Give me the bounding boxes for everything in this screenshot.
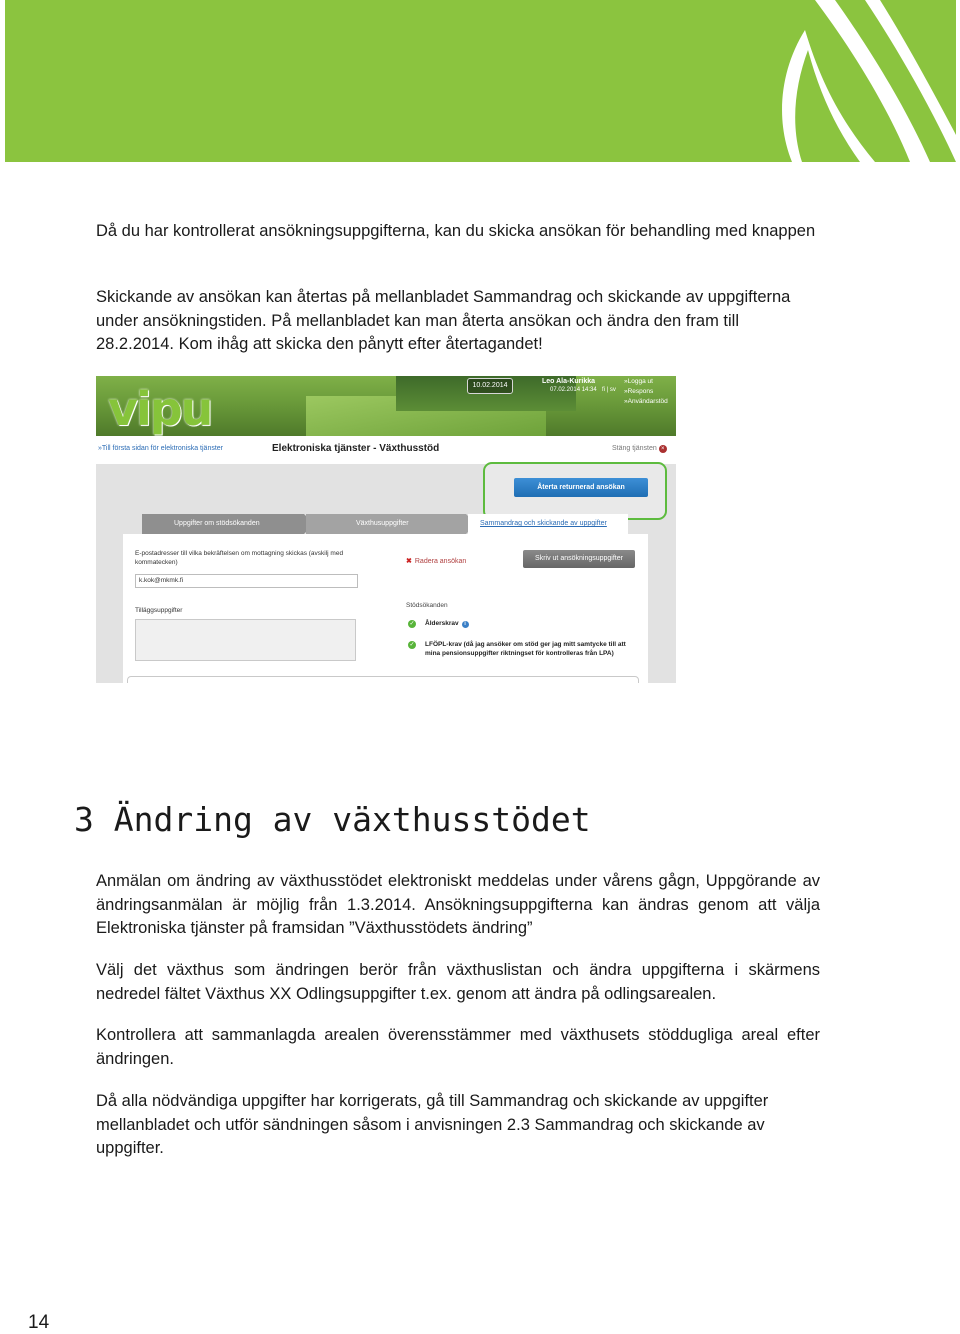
service-title: Elektroniska tjänster - Växthusstöd bbox=[272, 443, 440, 454]
requirement-pension: LFÖPL-krav (då jag ansöker om stöd ger jag mitt samtycke till att mina pensionsuppgifter riktningset för kontrolleras från LPA) bbox=[425, 641, 626, 657]
info-icon[interactable]: i bbox=[462, 621, 469, 628]
back-to-services-link[interactable]: »Till första sidan för elektroniska tjänster bbox=[98, 445, 224, 452]
tab-applicant-info[interactable]: Uppgifter om stödsökanden bbox=[142, 514, 304, 534]
print-application-button[interactable]: Skriv ut ansökningsuppgifter bbox=[523, 550, 635, 568]
service-header bbox=[96, 376, 676, 436]
section-paragraph-3: Kontrollera att sammanlagda arealen överensstämmer med växthusets stöddugliga areal efter ändringen. bbox=[96, 1026, 820, 1068]
logout-link[interactable]: »Logga ut bbox=[624, 378, 653, 385]
extra-info-textarea[interactable] bbox=[135, 619, 356, 661]
user-name: Leo Ala-Kurikka bbox=[542, 378, 596, 385]
lower-form-field[interactable] bbox=[127, 676, 639, 683]
intro-paragraph-1: Då du har kontrollerat ansökningsuppgifterna, kan du skicka ansökan för behandling med knappen bbox=[96, 222, 816, 240]
check-icon: ✓ bbox=[409, 621, 415, 627]
applicant-label: Stödsökanden bbox=[406, 602, 448, 609]
close-service-label: Stäng tjänsten bbox=[612, 445, 657, 452]
date-selector[interactable]: 10.02.2014 bbox=[467, 378, 513, 394]
tab-summary[interactable]: Sammandrag och skickande av uppgifter bbox=[468, 514, 628, 534]
user-links bbox=[624, 377, 668, 407]
service-screenshot bbox=[96, 376, 676, 683]
email-label: E-postadresser till vilka bekräftelsen om mottagning skickas (avskilj med kommatecken) bbox=[135, 550, 344, 566]
header-banner bbox=[5, 0, 956, 162]
requirement-age bbox=[425, 620, 469, 628]
section-paragraph-1: Anmälan om ändring av växthusstödet elektroniskt meddelas under vårens gågn, Uppgörande av ändringsanmälan är möjlig från 1.3.2014. Ansökningsuppgifterna kan ändras genom att välja Elektroniska tjänster på framsidan ”Växthusstödets ändring” bbox=[96, 872, 820, 937]
check-icon: ✓ bbox=[409, 642, 415, 648]
email-field[interactable]: k.kok@mkmk.fi bbox=[135, 574, 358, 588]
extra-info-label: Tilläggsuppgifter bbox=[135, 607, 183, 614]
section-paragraph-2: Välj det växthus som ändringen berör från växthuslistan och ändra uppgifterna i skärmens nedredel fältet Växthus XX Odlingsuppgifter t.ex. genom att ändra på odlingsarealen. bbox=[96, 961, 820, 1003]
user-support-link[interactable]: »Användarstöd bbox=[624, 398, 668, 405]
return-application-button[interactable]: Återta returnerad ansökan bbox=[514, 478, 648, 497]
language-switch[interactable]: fi | sv bbox=[602, 387, 616, 393]
close-service-link[interactable] bbox=[612, 445, 667, 453]
login-time: 07.02.2014 14:34 bbox=[550, 387, 597, 393]
tab-greenhouse-info[interactable]: Växthusuppgifter bbox=[306, 514, 466, 534]
section-paragraph-4: Då alla nödvändiga uppgifter har korrigerats, gå till Sammandrag och skickande av uppgifter mellanbladet och utför sändningen såsom i anvisningen 2.3 Sammandrag och skickande av uppgifter. bbox=[96, 1092, 769, 1157]
summary-panel bbox=[123, 534, 648, 683]
intro-paragraph-2: Skickande av ansökan kan återtas på mellanbladet Sammandrag och skickande av uppgifterna under ansökningstiden. På mellanbladet kan man återta ansökan och ändra den fram till 28.2.2014. Kom ihåg att skicka den pånytt efter återtagandet! bbox=[96, 288, 791, 353]
feedback-link[interactable]: »Respons bbox=[624, 388, 654, 395]
section-heading: 3 Ändring av växthusstödet bbox=[74, 800, 591, 839]
leaf-decoration bbox=[5, 0, 956, 162]
delete-icon: ✖ bbox=[406, 558, 412, 565]
service-nav bbox=[96, 436, 676, 464]
delete-application-link[interactable] bbox=[406, 557, 466, 565]
close-icon: × bbox=[659, 445, 667, 453]
vipu-logo: vipu bbox=[108, 382, 212, 436]
delete-application-label: Radera ansökan bbox=[414, 558, 467, 565]
page-number: 14 bbox=[28, 1312, 50, 1333]
requirement-age-label: Ålderskrav bbox=[425, 620, 459, 627]
